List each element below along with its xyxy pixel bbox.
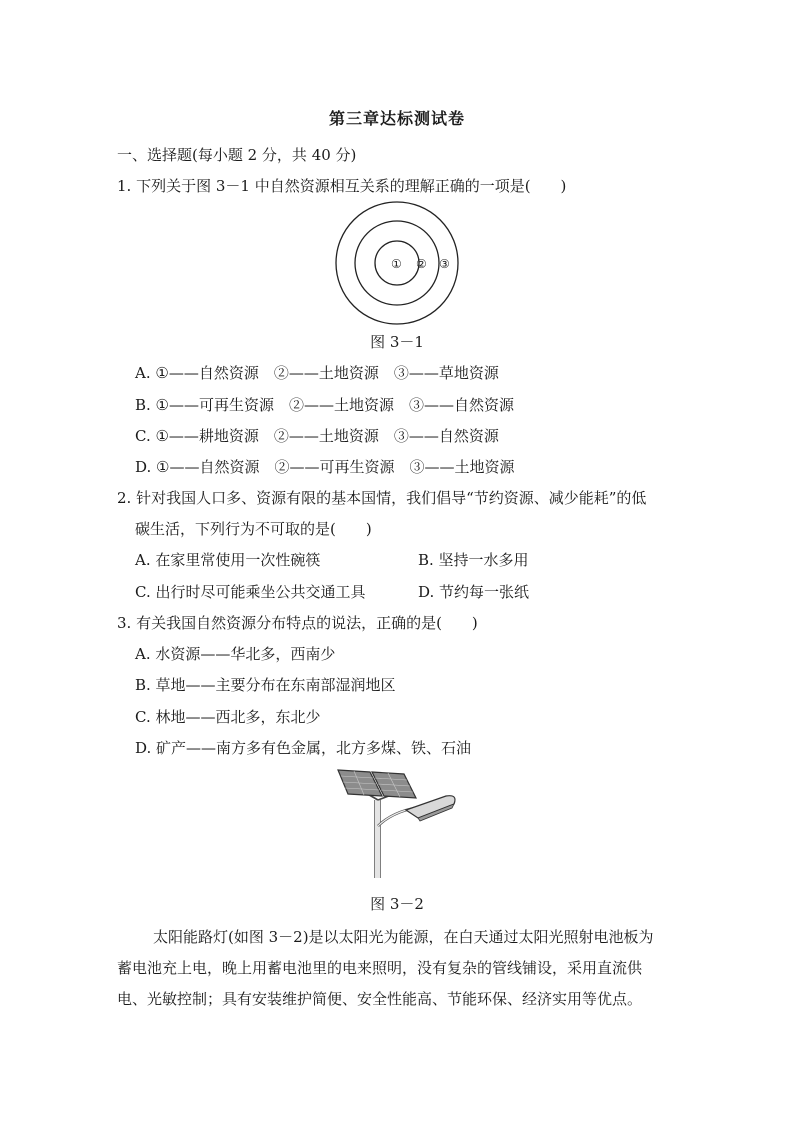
question-3-stem: 3. 有关我国自然资源分布特点的说法，正确的是( ) [117,614,478,632]
question-2-option-b: B. 坚持一水多用 [418,551,529,569]
page-title: 第三章达标测试卷 [328,109,465,128]
question-3-option-d: D. 矿产——南方多有色金属，北方多煤、铁、石油 [135,739,472,757]
question-1-option-a: A. ①——自然资源 ②——土地资源 ③——草地资源 [135,364,499,382]
pole-body [375,800,380,878]
figure-3-1-caption: 图 3－1 [370,333,424,351]
question-2-option-a: A. 在家里常使用一次性碗筷 [135,551,321,569]
figure-3-2-caption: 图 3－2 [370,895,424,913]
question-2-stem-line-2: 碳生活，下列行为不可取的是( ) [135,520,372,538]
question-3-option-c: C. 林地——西北多，东北少 [135,708,321,726]
question-2-stem-line-1: 2. 针对我国人口多、资源有限的基本国情，我们倡导“节约资源、减少能耗”的低 [117,489,647,507]
label-1: ① [391,257,402,271]
question-1-option-b: B. ①——可再生资源 ②——土地资源 ③——自然资源 [135,396,515,414]
question-2-option-c: C. 出行时尽可能乘坐公共交通工具 [135,583,366,601]
question-2-option-d: D. 节约每一张纸 [418,583,530,601]
question-3-option-a: A. 水资源——华北多，西南少 [135,645,336,663]
concentric-circles-figure [334,200,460,326]
passage-line-1: 太阳能路灯(如图 3－2)是以太阳光为能源，在白天通过太阳光照射电池板为 [153,928,654,946]
section-heading: 一、选择题(每小题 2 分，共 40 分) [117,146,357,164]
label-3: ③ [439,257,450,271]
question-1-option-d: D. ①——自然资源 ②——可再生资源 ③——土地资源 [135,458,515,476]
question-3-option-b: B. 草地——主要分布在东南部湿润地区 [135,676,396,694]
passage-line-3: 电、光敏控制；具有安装维护简便、安全性能高、节能环保、经济实用等优点。 [117,990,643,1008]
solar-street-light-figure [334,766,460,882]
question-1-option-c: C. ①——耕地资源 ②——土地资源 ③——自然资源 [135,427,499,445]
passage-line-2: 蓄电池充上电，晚上用蓄电池里的电来照明，没有复杂的管线铺设，采用直流供 [117,959,643,977]
label-2: ② [416,257,427,271]
question-1-stem: 1. 下列关于图 3－1 中自然资源相互关系的理解正确的一项是( ) [117,177,567,195]
